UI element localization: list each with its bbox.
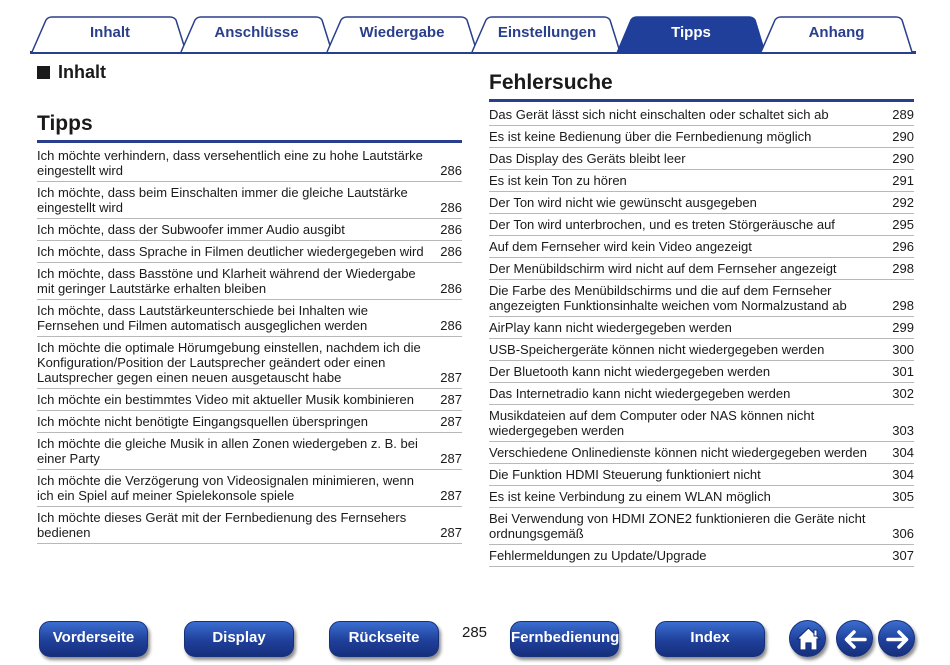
toc-entry-title: Der Bluetooth kann nicht wiedergegeben werden bbox=[489, 364, 771, 379]
toc-entry[interactable] bbox=[37, 300, 462, 337]
toc-entry-title: Das Display des Geräts bleibt leer bbox=[489, 151, 686, 166]
tab-anschluesse[interactable]: Anschlüsse bbox=[214, 24, 299, 41]
toc-entry-page: 299 bbox=[892, 320, 914, 335]
toc-entry-page: 298 bbox=[892, 298, 914, 313]
toc-entry-title: Ich möchte die Verzögerung von Videosignalen minimieren, wenn ich ein Spiel auf meiner Spielekonsole spiele bbox=[37, 473, 414, 503]
toc-entry[interactable] bbox=[489, 214, 914, 236]
toc-entry[interactable] bbox=[489, 486, 914, 508]
toc-entry-title: Ich möchte, dass Sprache in Filmen deutlicher wiedergegeben wird bbox=[37, 244, 424, 259]
toc-entry-page: 291 bbox=[892, 173, 914, 188]
toc-entry[interactable] bbox=[37, 389, 462, 411]
toc-entry-title: Die Funktion HDMI Steuerung funktioniert nicht bbox=[489, 467, 761, 482]
toc-entry-page: 286 bbox=[440, 244, 462, 259]
toc-entry-title: Die Farbe des Menübildschirms und die auf dem Fernseher angezeigten Funktionsinhalte weichen vom Normalzustand ab bbox=[489, 283, 847, 313]
toc-entry-page: 286 bbox=[440, 163, 462, 178]
toc-entry[interactable] bbox=[489, 258, 914, 280]
toc-entry-page: 306 bbox=[892, 526, 914, 541]
tab-einstellungen[interactable]: Einstellungen bbox=[497, 24, 597, 41]
toc-entry[interactable] bbox=[489, 192, 914, 214]
index-button[interactable]: Index bbox=[655, 621, 765, 657]
toc-entry-page: 295 bbox=[892, 217, 914, 232]
toc-entry-page: 287 bbox=[440, 370, 462, 385]
toc-entry-title: Ich möchte nicht benötigte Eingangsquellen überspringen bbox=[37, 414, 369, 429]
toc-entry-title: Der Menübildschirm wird nicht auf dem Fernseher angezeigt bbox=[489, 261, 837, 276]
back-button[interactable] bbox=[836, 620, 873, 657]
toc-entry-page: 286 bbox=[440, 281, 462, 296]
square-bullet-icon bbox=[37, 66, 50, 79]
toc-entry-title: Ich möchte, dass Lautstärkeunterschiede bei Inhalten wie Fernsehen und Filmen automatisch ausgeglichen werden bbox=[37, 303, 368, 333]
toc-entry-title: Das Gerät lässt sich nicht einschalten oder schaltet sich ab bbox=[489, 107, 829, 122]
toc-entry[interactable] bbox=[489, 236, 914, 258]
tab-wiedergabe[interactable]: Wiedergabe bbox=[359, 24, 445, 41]
toc-entry[interactable] bbox=[489, 339, 914, 361]
toc-entry-title: Ich möchte, dass Basstöne und Klarheit während der Wiedergabe mit geringer Lautstärke erhalten bleiben bbox=[37, 266, 416, 296]
tab-tipps[interactable]: Tipps bbox=[671, 24, 711, 41]
toc-entry[interactable] bbox=[37, 182, 462, 219]
content-heading[interactable] bbox=[37, 62, 106, 83]
toc-entry-page: 301 bbox=[892, 364, 914, 379]
toc-entry-title: Ich möchte, dass beim Einschalten immer die gleiche Lautstärke eingestellt wird bbox=[37, 185, 408, 215]
rueckseite-button[interactable]: Rückseite bbox=[329, 621, 439, 657]
toc-entry-page: 287 bbox=[440, 414, 462, 429]
toc-entry[interactable] bbox=[37, 470, 462, 507]
toc-entry[interactable] bbox=[489, 405, 914, 442]
vorderseite-button[interactable]: Vorderseite bbox=[39, 621, 148, 657]
toc-entry[interactable] bbox=[489, 383, 914, 405]
toc-entry-title: Der Ton wird nicht wie gewünscht ausgegeben bbox=[489, 195, 757, 210]
toc-entry-page: 287 bbox=[440, 525, 462, 540]
toc-entry[interactable] bbox=[37, 411, 462, 433]
home-button[interactable] bbox=[789, 620, 826, 657]
toc-entry-title: Es ist keine Bedienung über die Fernbedienung möglich bbox=[489, 129, 812, 144]
section-title-fehlersuche: Fehlersuche bbox=[489, 71, 613, 94]
section-rule-fehlersuche bbox=[489, 99, 914, 102]
toc-entry[interactable] bbox=[489, 126, 914, 148]
toc-entry[interactable] bbox=[37, 507, 462, 544]
toc-entry-title: Das Internetradio kann nicht wiedergegeben werden bbox=[489, 386, 791, 401]
content-heading-label: Inhalt bbox=[58, 62, 106, 82]
toc-entry-page: 290 bbox=[892, 151, 914, 166]
toc-entry-page: 286 bbox=[440, 318, 462, 333]
section-title-tipps: Tipps bbox=[37, 112, 93, 135]
toc-entry-title: AirPlay kann nicht wiedergegeben werden bbox=[489, 320, 732, 335]
toc-entry[interactable] bbox=[489, 280, 914, 317]
toc-entry[interactable] bbox=[37, 219, 462, 241]
toc-entry-page: 287 bbox=[440, 488, 462, 503]
toc-entry-title: Es ist kein Ton zu hören bbox=[489, 173, 627, 188]
tab-anhang[interactable]: Anhang bbox=[808, 24, 865, 41]
page-number: 285 bbox=[462, 624, 488, 641]
toc-entry[interactable] bbox=[37, 241, 462, 263]
toc-entry[interactable] bbox=[37, 337, 462, 389]
home-icon bbox=[790, 621, 827, 658]
toc-entry[interactable] bbox=[489, 545, 914, 567]
toc-entry-page: 305 bbox=[892, 489, 914, 504]
toc-entry[interactable] bbox=[489, 104, 914, 126]
toc-entry-page: 304 bbox=[892, 445, 914, 460]
toc-entry-title: Ich möchte, dass der Subwoofer immer Audio ausgibt bbox=[37, 222, 345, 237]
toc-entry[interactable] bbox=[37, 145, 462, 182]
toc-entry-page: 296 bbox=[892, 239, 914, 254]
toc-entry-page: 290 bbox=[892, 129, 914, 144]
fehlersuche-list bbox=[489, 104, 914, 567]
toc-entry-page: 303 bbox=[892, 423, 914, 438]
forward-button[interactable] bbox=[878, 620, 915, 657]
toc-entry-page: 287 bbox=[440, 451, 462, 466]
toc-entry[interactable] bbox=[37, 433, 462, 470]
toc-entry-page: 300 bbox=[892, 342, 914, 357]
toc-entry[interactable] bbox=[37, 263, 462, 300]
toc-entry-page: 304 bbox=[892, 467, 914, 482]
toc-entry[interactable] bbox=[489, 170, 914, 192]
toc-entry-title: Ich möchte die gleiche Musik in allen Zonen wiedergeben z. B. bei einer Party bbox=[37, 436, 418, 466]
toc-entry-title: Verschiedene Onlinedienste können nicht wiedergegeben werden bbox=[489, 445, 867, 460]
toc-entry-page: 298 bbox=[892, 261, 914, 276]
display-button[interactable]: Display bbox=[184, 621, 294, 657]
arrow-right-icon bbox=[879, 621, 916, 658]
tab-inhalt[interactable]: Inhalt bbox=[90, 24, 130, 41]
toc-entry-page: 292 bbox=[892, 195, 914, 210]
toc-entry[interactable] bbox=[489, 464, 914, 486]
tab-bar bbox=[30, 16, 916, 54]
toc-entry-title: Auf dem Fernseher wird kein Video angezeigt bbox=[489, 239, 752, 254]
toc-entry-page: 289 bbox=[892, 107, 914, 122]
toc-entry-title: Musikdateien auf dem Computer oder NAS können nicht wiedergegeben werden bbox=[489, 408, 815, 438]
toc-entry-title: Es ist keine Verbindung zu einem WLAN möglich bbox=[489, 489, 771, 504]
toc-entry-title: Der Ton wird unterbrochen, und es treten Störgeräusche auf bbox=[489, 217, 835, 232]
toc-entry[interactable] bbox=[489, 148, 914, 170]
toc-entry-title: Ich möchte ein bestimmtes Video mit aktueller Musik kombinieren bbox=[37, 392, 414, 407]
tipps-list bbox=[37, 145, 462, 544]
fernbedienung-button[interactable]: Fernbedienung bbox=[510, 621, 619, 657]
toc-entry[interactable] bbox=[489, 508, 914, 545]
toc-entry-title: Ich möchte die optimale Hörumgebung einstellen, nachdem ich die Konfiguration/Position der Lautsprecher geändert oder einen Lautsprecher gegen einen neuen ausgetauscht habe bbox=[37, 340, 421, 385]
toc-entry-page: 307 bbox=[892, 548, 914, 563]
toc-entry-title: Bei Verwendung von HDMI ZONE2 funktionieren die Geräte nicht ordnungsgemäß bbox=[489, 511, 866, 541]
toc-entry-page: 286 bbox=[440, 222, 462, 237]
section-rule-tipps bbox=[37, 140, 462, 143]
toc-entry-title: USB-Speichergeräte können nicht wiedergegeben werden bbox=[489, 342, 825, 357]
toc-entry-page: 287 bbox=[440, 392, 462, 407]
toc-entry[interactable] bbox=[489, 442, 914, 464]
toc-entry-page: 302 bbox=[892, 386, 914, 401]
toc-entry-page: 286 bbox=[440, 200, 462, 215]
toc-entry-title: Ich möchte verhindern, dass versehentlich eine zu hohe Lautstärke eingestellt wird bbox=[37, 148, 423, 178]
arrow-left-icon bbox=[837, 621, 874, 658]
toc-entry[interactable] bbox=[489, 317, 914, 339]
toc-entry[interactable] bbox=[489, 361, 914, 383]
toc-entry-title: Fehlermeldungen zu Update/Upgrade bbox=[489, 548, 707, 563]
toc-entry-title: Ich möchte dieses Gerät mit der Fernbedienung des Fernsehers bedienen bbox=[37, 510, 407, 540]
